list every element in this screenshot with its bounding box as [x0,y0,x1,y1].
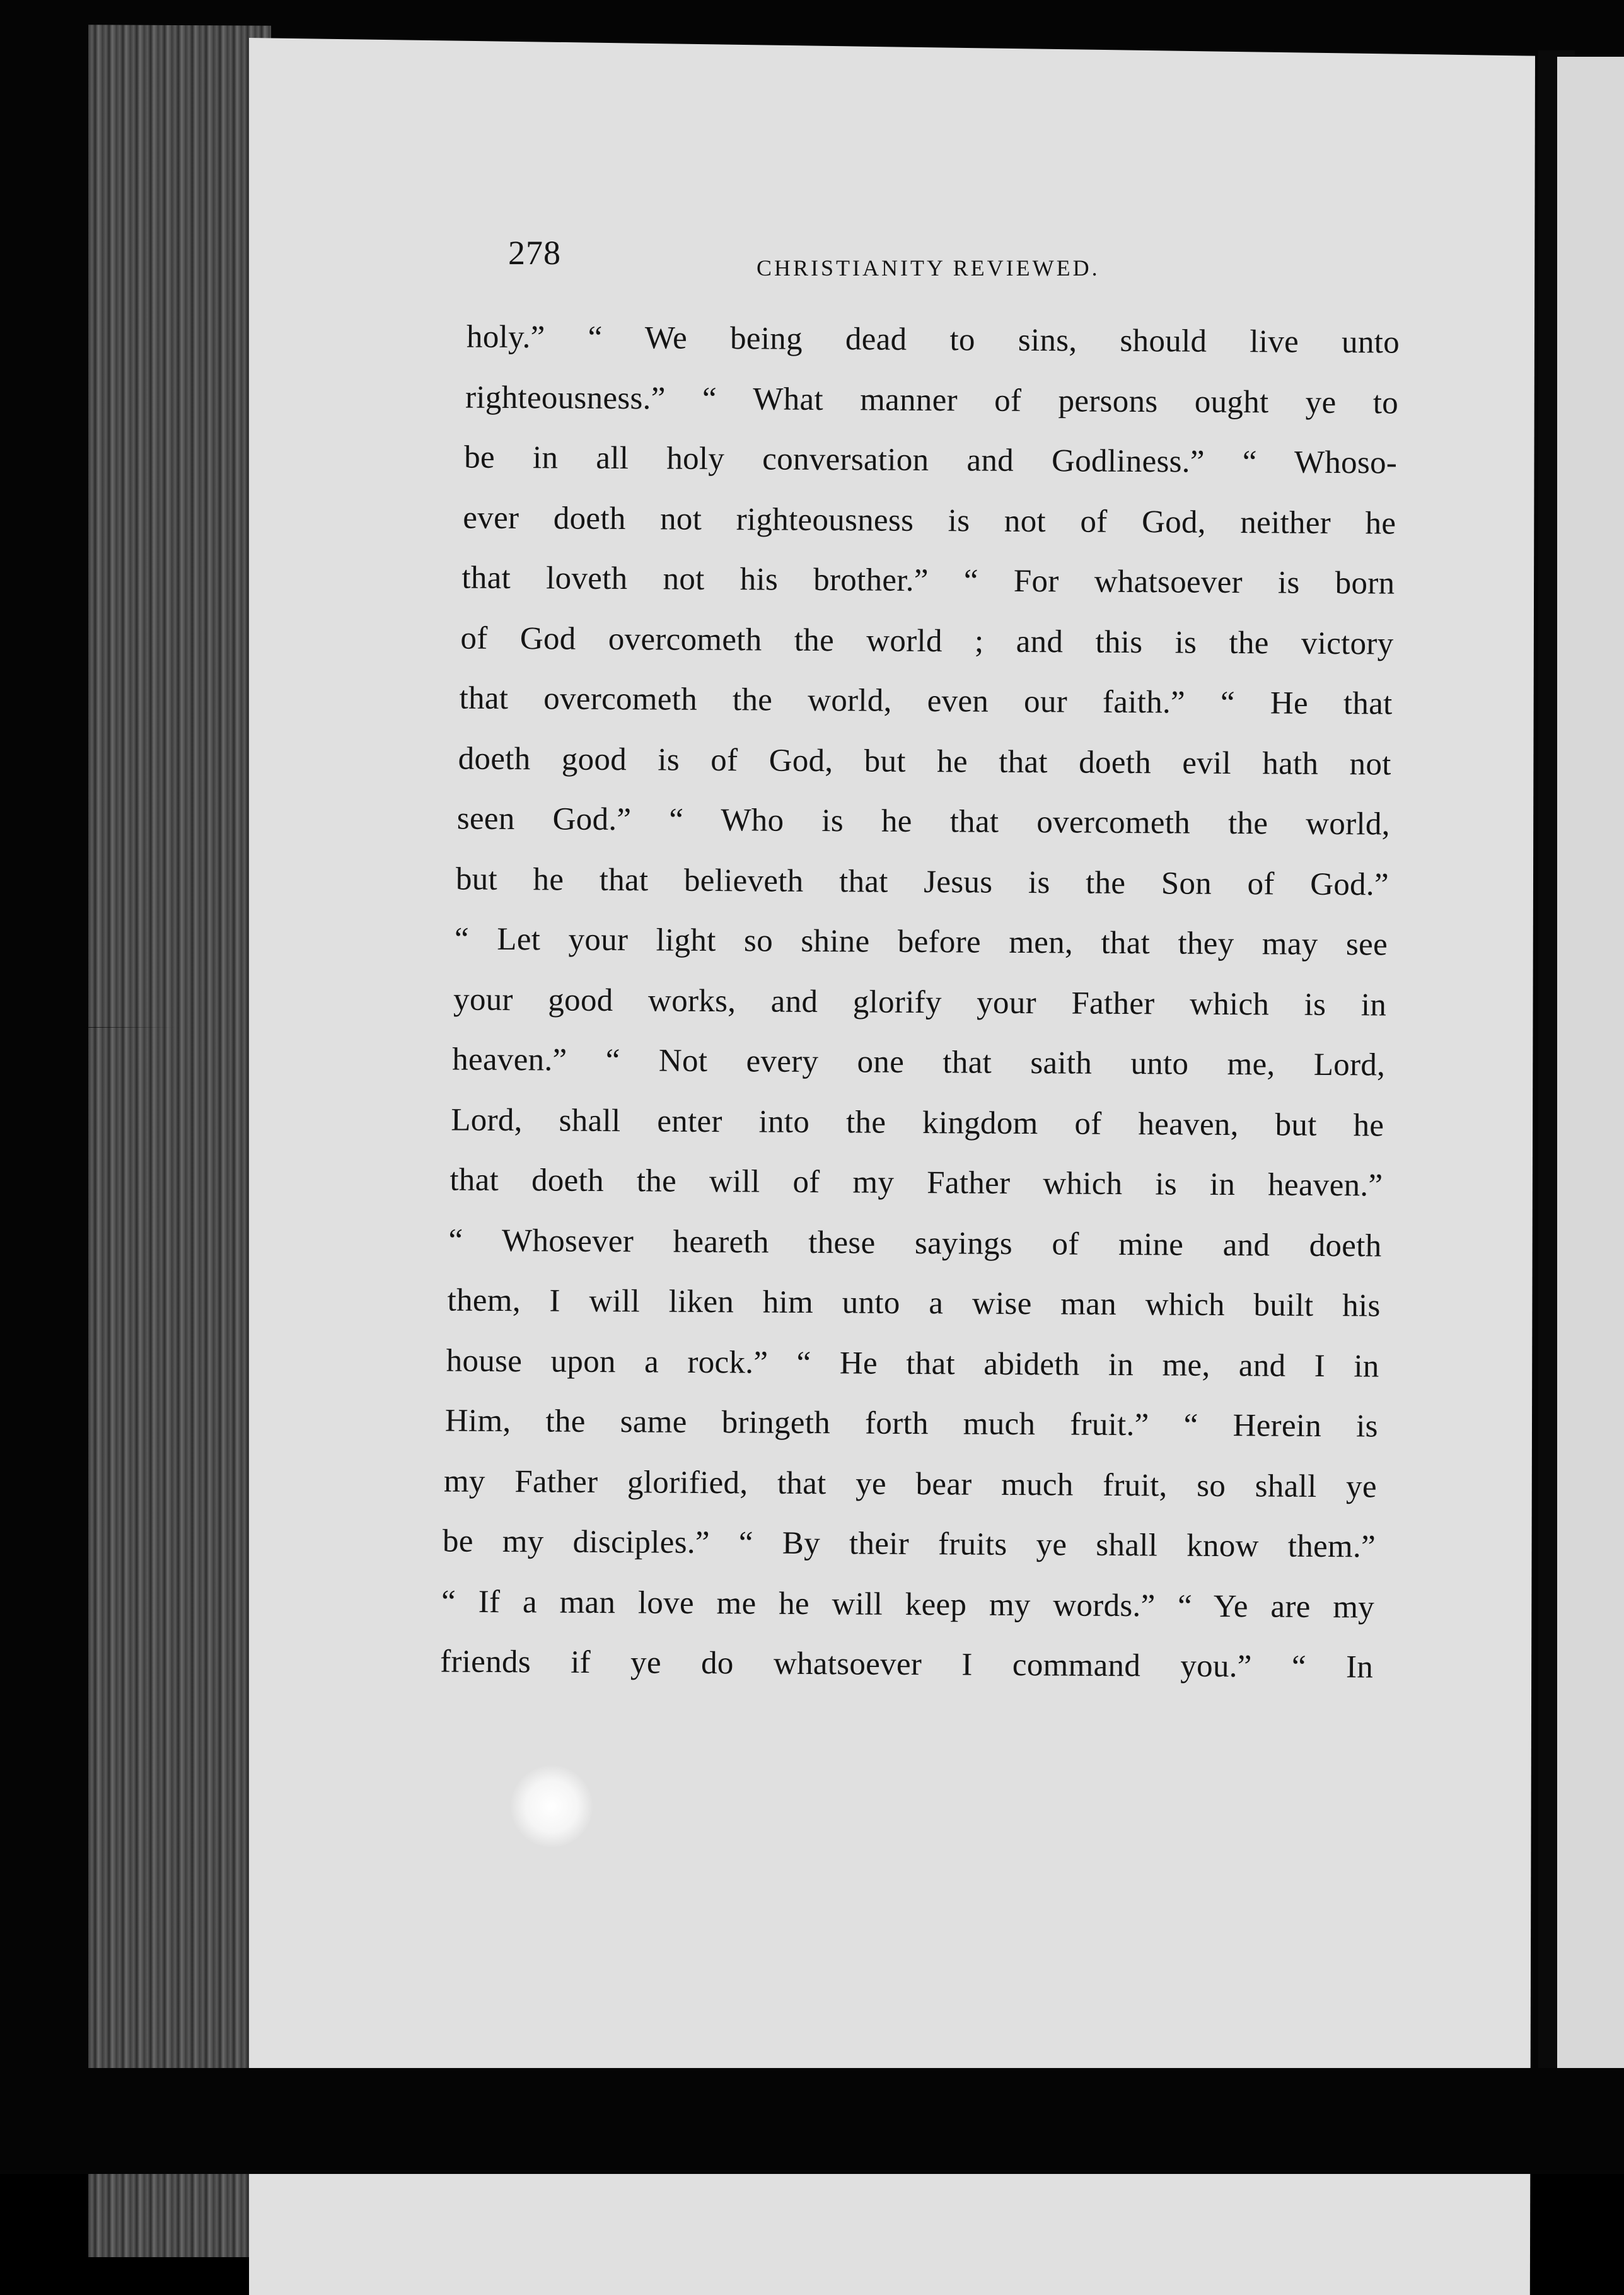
text-line-content: Him, the same bringeth forth much fruit.” “ Herein is [444,1403,1378,1444]
text-line-content: your good works, and glorify your Father which is in [453,981,1387,1023]
text-line [463,488,1396,554]
text-line [447,1270,1381,1337]
text-line-content: that overcometh the world, even our faith.” “ He that [459,680,1393,722]
text-line [458,729,1391,795]
text-line [457,789,1391,855]
text-line-content: righteousness.” “ What manner of persons ought ye to [465,379,1399,421]
text-line-content: be my disciples.” “ By their fruits ye shall know them.” [442,1523,1376,1565]
page-text [440,233,1400,1695]
text-line-content: doeth good is of God, but he that doeth evil hath not [458,740,1391,782]
text-line [460,608,1394,675]
text-line-content: heaven.” “ Not every one that saith unto me, Lord, [452,1042,1386,1083]
text-line [455,909,1388,975]
text-line [459,668,1393,735]
text-line [451,1090,1384,1156]
running-head [467,233,1400,290]
light-glare [511,1765,593,1847]
text-line-content: “ If a man love me he will keep my words.” “ Ye are my [441,1583,1375,1625]
text-line [456,849,1389,915]
text-line-content: ever doeth not righteousness is not of God, neither he [463,499,1396,542]
text-line [446,1331,1379,1397]
text-line [441,1572,1375,1638]
scan-border [0,2068,1624,2174]
text-line [445,1391,1379,1457]
text-line [440,1632,1374,1698]
text-line [467,307,1400,373]
text-line-content: that loveth not his brother.” “ For whatsoever is born [461,560,1395,601]
text-line [465,368,1399,434]
text-line-content: holy.” “ We being dead to sins, should live unto [466,319,1400,361]
text-line-content: my Father glorified, that ye bear much fruit, so shall ye [443,1463,1378,1505]
text-line-content: “ Whosever heareth these sayings of mine and doeth [448,1222,1382,1264]
text-line-content: seen God.” “ Who is he that overcometh the world, [456,801,1390,842]
text-line-content: house upon a rock.” “ He that abideth in me, and I in [446,1342,1379,1385]
page-number: 278 [508,234,561,272]
body-text [440,310,1400,1695]
page-edges-stack [88,25,271,1028]
text-line-content: be in all holy conversation and Godliness.” “ Whoso- [464,439,1398,481]
text-line [453,970,1387,1036]
text-line [444,1451,1378,1518]
text-line [461,548,1395,614]
text-line [452,1030,1386,1096]
text-line [448,1211,1382,1277]
text-line-content: them, I will liken him unto a wise man which built his [447,1282,1381,1324]
text-line [464,427,1398,494]
text-line-content: but he that believeth that Jesus is the Son of God.” [455,861,1389,903]
text-line-content: friends if ye do whatsoever I command you.” “ In [440,1644,1374,1685]
facing-page-edge [1557,57,1624,2125]
text-line-content: Lord, shall enter into the kingdom of heaven, but he [451,1101,1384,1144]
text-line-content: of God overcometh the world ; and this is the victory [460,620,1394,662]
text-line [450,1150,1383,1216]
running-title: CHRISTIANITY REVIEWED. [757,255,1100,281]
text-line-content: that doeth the will of my Father which is in heaven.” [450,1162,1383,1204]
text-line [443,1511,1376,1577]
text-line-content: “ Let your light so shine before men, that they may see [454,921,1388,963]
